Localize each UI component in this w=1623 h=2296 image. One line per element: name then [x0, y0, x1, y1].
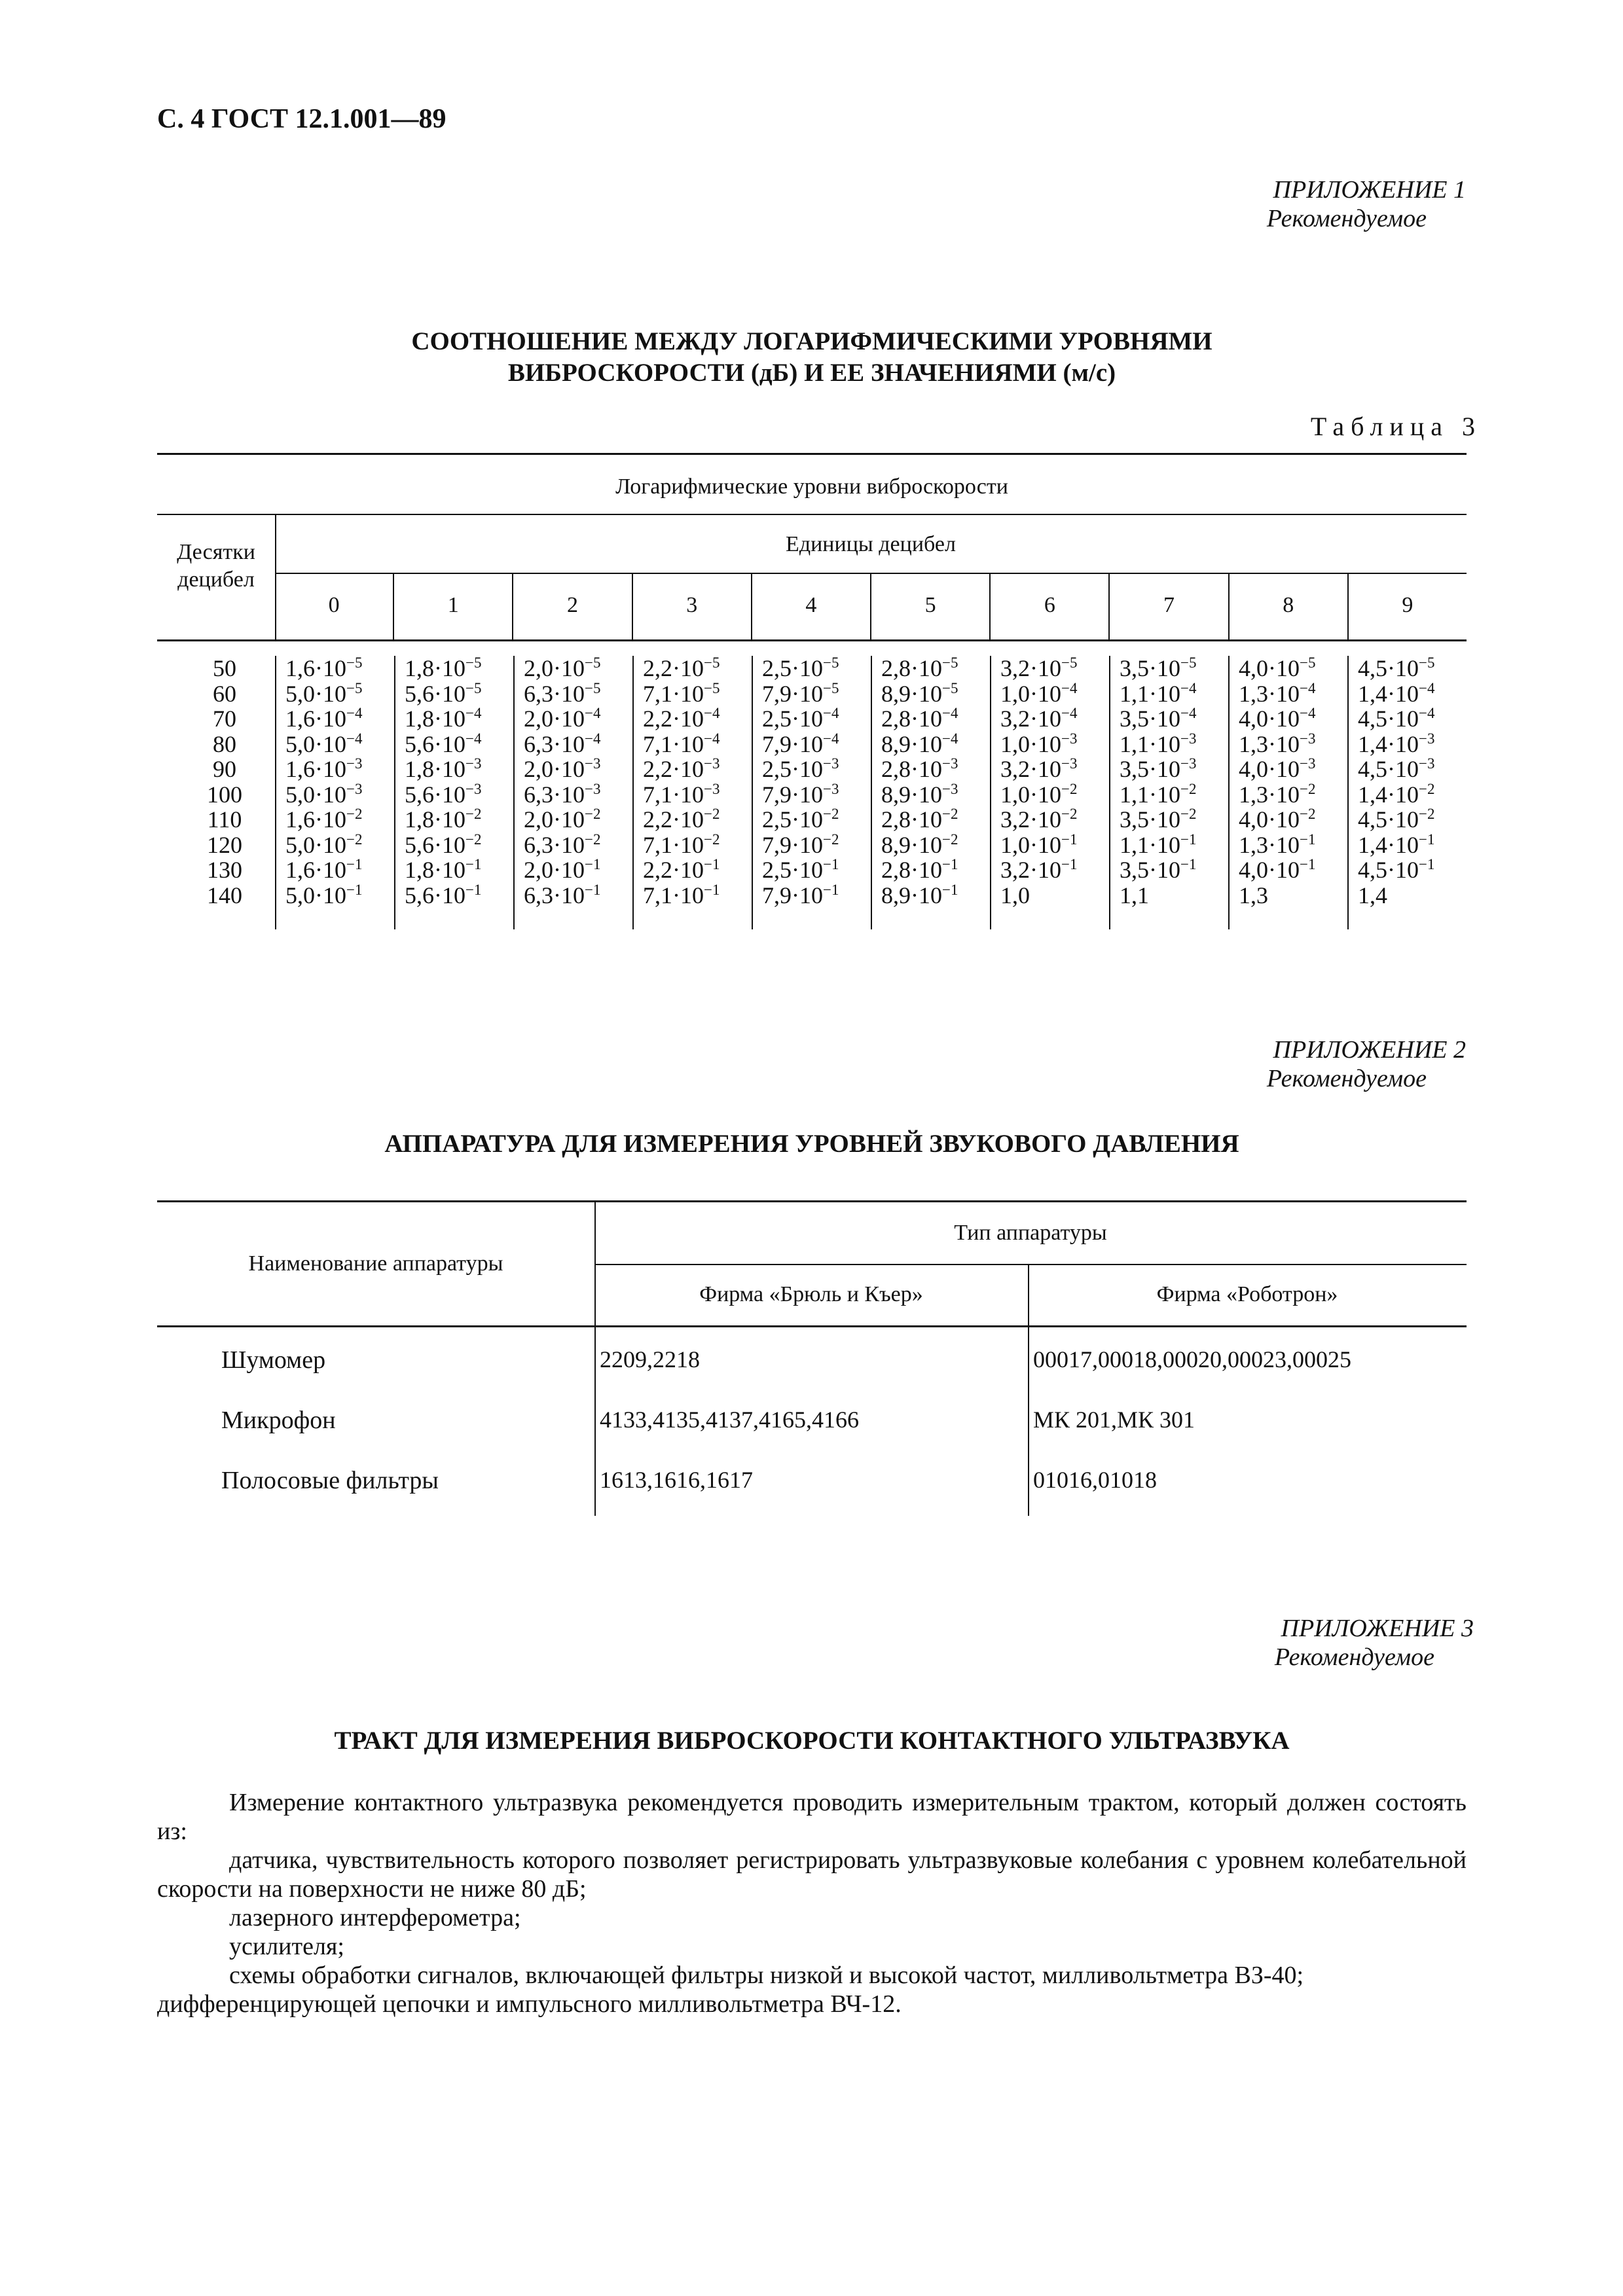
- equipment-table-header: [157, 1200, 1467, 1327]
- table-3-header: [157, 453, 1467, 641]
- velocity-value: 1,3: [1239, 882, 1268, 908]
- velocity-value: $6,3\cdot 10^{-3}$: [524, 780, 601, 808]
- velocity-value: $4,5\cdot 10^{-3}$: [1358, 755, 1435, 782]
- velocity-value: $1,0\cdot 10^{-1}$: [1000, 831, 1078, 858]
- velocity-value: $5,0\cdot 10^{-5}$: [285, 679, 363, 707]
- appendix-3-heading: [1275, 1614, 1474, 1672]
- name-header: Наименование аппаратуры: [248, 1251, 503, 1276]
- appendix-1-title-line2: ВИБРОСКОРОСТИ (дБ) И ЕЕ ЗНАЧЕНИЯМИ (м/с): [507, 359, 1116, 387]
- velocity-value: $7,9\cdot 10^{-3}$: [762, 780, 839, 808]
- velocity-value: 1,4: [1358, 882, 1387, 908]
- table-3: [157, 453, 1467, 929]
- velocity-value: $5,0\cdot 10^{-2}$: [285, 831, 363, 858]
- velocity-value: $3,2\cdot 10^{-5}$: [1000, 655, 1078, 681]
- velocity-value: $2,2\cdot 10^{-3}$: [643, 755, 720, 782]
- velocity-value: $1,8\cdot 10^{-3}$: [405, 755, 482, 782]
- velocity-value: $5,6\cdot 10^{-3}$: [405, 780, 482, 808]
- firm-bruel-header: Фирма «Брюль и Къер»: [699, 1282, 923, 1306]
- bruel-type: 4133,4135,4137,4165,4166: [600, 1407, 859, 1433]
- velocity-value: $4,5\cdot 10^{-5}$: [1358, 655, 1435, 681]
- bruel-type: 1613,1616,1617: [600, 1467, 753, 1493]
- paragraph: лазерного интерферометра;: [229, 1904, 521, 1931]
- value-column: [1228, 656, 1347, 929]
- velocity-value: $5,0\cdot 10^{-3}$: [285, 780, 363, 808]
- velocity-value: $6,3\cdot 10^{-1}$: [524, 881, 601, 908]
- velocity-value: $1,4\cdot 10^{-4}$: [1358, 679, 1435, 707]
- velocity-value: 1,0: [1000, 882, 1030, 908]
- appendix-1-label: ПРИЛОЖЕНИЕ 1: [1273, 176, 1466, 204]
- velocity-value: $1,6\cdot 10^{-1}$: [285, 856, 363, 883]
- velocity-value: $6,3\cdot 10^{-5}$: [524, 679, 601, 707]
- velocity-value: $2,5\cdot 10^{-4}$: [762, 705, 839, 732]
- appendix-1-status: Рекомендуемое: [1266, 205, 1427, 232]
- digit-header: 2: [512, 573, 631, 639]
- tens-value: 70: [213, 706, 236, 732]
- velocity-value: $7,9\cdot 10^{-2}$: [762, 831, 839, 858]
- velocity-value: $4,5\cdot 10^{-4}$: [1358, 705, 1435, 732]
- appendix-3-label: ПРИЛОЖЕНИЕ 3: [1281, 1615, 1474, 1642]
- digit-header: 1: [393, 573, 512, 639]
- velocity-value: $1,6\cdot 10^{-3}$: [285, 755, 363, 782]
- value-column: [1109, 656, 1228, 929]
- velocity-value: $1,3\cdot 10^{-1}$: [1239, 831, 1316, 858]
- appendix-1-heading: [1267, 175, 1466, 233]
- table-3-caption: Логарифмические уровни виброскорости: [615, 475, 1008, 499]
- velocity-value: $1,8\cdot 10^{-4}$: [405, 705, 482, 732]
- velocity-value: $1,4\cdot 10^{-2}$: [1358, 780, 1435, 808]
- velocity-value: $8,9\cdot 10^{-4}$: [881, 730, 958, 757]
- bruel-type: 2209,2218: [600, 1346, 700, 1372]
- velocity-value: $2,0\cdot 10^{-3}$: [524, 755, 601, 782]
- velocity-value: $1,1\cdot 10^{-1}$: [1120, 831, 1197, 858]
- velocity-value: $4,5\cdot 10^{-2}$: [1358, 806, 1435, 833]
- tens-value: 130: [207, 857, 242, 883]
- table-3-body: [157, 641, 1467, 929]
- velocity-value: $4,5\cdot 10^{-1}$: [1358, 856, 1435, 883]
- velocity-value: $7,1\cdot 10^{-1}$: [643, 881, 720, 908]
- velocity-value: $7,1\cdot 10^{-3}$: [643, 780, 720, 808]
- velocity-value: $4,0\cdot 10^{-1}$: [1239, 856, 1316, 883]
- table-row: [157, 1327, 1467, 1388]
- value-column: [990, 656, 1109, 929]
- velocity-value: $3,5\cdot 10^{-3}$: [1120, 755, 1197, 782]
- velocity-value: $1,3\cdot 10^{-4}$: [1239, 679, 1316, 707]
- robotron-type: 01016,01018: [1033, 1467, 1157, 1493]
- velocity-value: $2,0\cdot 10^{-5}$: [524, 655, 601, 681]
- paragraph: датчика, чувствительность которого позволяет регистрировать ультразвуковые колебания с уровнем колебательной скорости на поверхности не ниже 80 дБ;: [157, 1846, 1467, 1903]
- velocity-value: $1,1\cdot 10^{-3}$: [1120, 730, 1197, 757]
- velocity-value: $6,3\cdot 10^{-4}$: [524, 730, 601, 757]
- paragraph: дифференцирующей цепочки и импульсного милливольтметра ВЧ-12.: [157, 1990, 902, 2018]
- velocity-value: $2,5\cdot 10^{-3}$: [762, 755, 839, 782]
- appendix-2-title: АППАРАТУРА ДЛЯ ИЗМЕРЕНИЯ УРОВНЕЙ ЗВУКОВОГО ДАВЛЕНИЯ: [384, 1130, 1239, 1158]
- velocity-value: $2,8\cdot 10^{-3}$: [881, 755, 958, 782]
- velocity-value: $8,9\cdot 10^{-2}$: [881, 831, 958, 858]
- velocity-value: $1,3\cdot 10^{-2}$: [1239, 780, 1316, 808]
- tens-value: 90: [213, 756, 236, 782]
- velocity-value: $2,0\cdot 10^{-1}$: [524, 856, 601, 883]
- value-column: [394, 656, 513, 929]
- velocity-value: $5,6\cdot 10^{-1}$: [405, 881, 482, 908]
- velocity-value: $1,3\cdot 10^{-3}$: [1239, 730, 1316, 757]
- tens-value: 100: [207, 781, 242, 808]
- tens-value: 60: [213, 680, 236, 707]
- velocity-value: $8,9\cdot 10^{-5}$: [881, 679, 958, 707]
- velocity-value: $5,6\cdot 10^{-5}$: [405, 679, 482, 707]
- velocity-value: $5,0\cdot 10^{-1}$: [285, 881, 363, 908]
- table-3-label: Таблица 3: [1310, 412, 1482, 441]
- velocity-value: $3,5\cdot 10^{-4}$: [1120, 705, 1197, 732]
- paragraph: усилителя;: [229, 1933, 344, 1960]
- value-column: [752, 656, 871, 929]
- velocity-value: $2,0\cdot 10^{-4}$: [524, 705, 601, 732]
- velocity-value: $7,9\cdot 10^{-5}$: [762, 679, 839, 707]
- velocity-value: $2,5\cdot 10^{-1}$: [762, 856, 839, 883]
- equipment-table-body: [157, 1327, 1467, 1516]
- velocity-value: $1,0\cdot 10^{-4}$: [1000, 679, 1078, 707]
- appendix-2-label: ПРИЛОЖЕНИЕ 2: [1273, 1036, 1466, 1064]
- velocity-value: $3,2\cdot 10^{-2}$: [1000, 806, 1078, 833]
- tens-value: 50: [213, 655, 236, 681]
- digit-header: 3: [632, 573, 751, 639]
- appendix-3-title: ТРАКТ ДЛЯ ИЗМЕРЕНИЯ ВИБРОСКОРОСТИ КОНТАКТНОГО УЛЬТРАЗВУКА: [334, 1727, 1290, 1755]
- robotron-type: МК 201,МК 301: [1033, 1407, 1195, 1433]
- table-row: [157, 1388, 1467, 1448]
- velocity-value: $7,9\cdot 10^{-1}$: [762, 881, 839, 908]
- appendix-2-heading: [1267, 1035, 1466, 1093]
- page-header: С. 4 ГОСТ 12.1.001—89: [157, 104, 447, 134]
- appendix-1-title: [157, 326, 1467, 389]
- value-column: [871, 656, 990, 929]
- velocity-value: $1,8\cdot 10^{-1}$: [405, 856, 482, 883]
- velocity-value: $1,6\cdot 10^{-4}$: [285, 705, 363, 732]
- digit-header: 7: [1108, 573, 1228, 639]
- velocity-value: $7,9\cdot 10^{-4}$: [762, 730, 839, 757]
- velocity-value: $3,2\cdot 10^{-4}$: [1000, 705, 1078, 732]
- velocity-value: $2,8\cdot 10^{-4}$: [881, 705, 958, 732]
- velocity-value: $7,1\cdot 10^{-4}$: [643, 730, 720, 757]
- velocity-value: $2,2\cdot 10^{-1}$: [643, 856, 720, 883]
- digit-header: 5: [870, 573, 989, 639]
- velocity-value: $1,0\cdot 10^{-2}$: [1000, 780, 1078, 808]
- velocity-value: $2,8\cdot 10^{-5}$: [881, 655, 958, 681]
- equipment-name: Микрофон: [221, 1407, 336, 1434]
- tens-column: [157, 656, 275, 929]
- velocity-value: $2,5\cdot 10^{-2}$: [762, 806, 839, 833]
- velocity-value: $2,2\cdot 10^{-2}$: [643, 806, 720, 833]
- velocity-value: $2,5\cdot 10^{-5}$: [762, 655, 839, 681]
- paragraph: схемы обработки сигналов, включающей фильтры низкой и высокой частот, милливольтметра ВЗ-40;: [229, 1962, 1304, 1989]
- velocity-value: $6,3\cdot 10^{-2}$: [524, 831, 601, 858]
- digits-header-row: [275, 573, 1467, 639]
- velocity-value: 1,1: [1120, 882, 1149, 908]
- paragraph: Измерение контактного ультразвука рекомендуется проводить измерительным трактом, который должен состоять из:: [157, 1789, 1467, 1845]
- table-row: [157, 1448, 1467, 1508]
- robotron-type: 00017,00018,00020,00023,00025: [1033, 1346, 1351, 1372]
- digit-header: 0: [328, 593, 340, 617]
- velocity-value: $1,1\cdot 10^{-4}$: [1120, 679, 1197, 707]
- appendix-3-text: [157, 1788, 1467, 2018]
- appendix-3-status: Рекомендуемое: [1274, 1643, 1434, 1671]
- units-header: Единицы децибел: [786, 532, 956, 556]
- velocity-value: $1,8\cdot 10^{-5}$: [405, 655, 482, 681]
- velocity-value: $5,0\cdot 10^{-4}$: [285, 730, 363, 757]
- velocity-value: $1,4\cdot 10^{-1}$: [1358, 831, 1435, 858]
- velocity-value: $3,5\cdot 10^{-2}$: [1120, 806, 1197, 833]
- velocity-value: $1,4\cdot 10^{-3}$: [1358, 730, 1435, 757]
- equipment-name: Шумомер: [221, 1346, 326, 1374]
- velocity-value: $2,2\cdot 10^{-5}$: [643, 655, 720, 681]
- tens-header: Десятки децибел: [177, 540, 255, 592]
- value-column: [513, 656, 632, 929]
- value-column: [275, 656, 394, 929]
- velocity-value: $1,6\cdot 10^{-5}$: [285, 655, 363, 681]
- equipment-table: [157, 1200, 1467, 1516]
- value-column: [1347, 656, 1467, 929]
- appendix-1-title-line1: СООТНОШЕНИЕ МЕЖДУ ЛОГАРИФМИЧЕСКИМИ УРОВНЯМИ: [411, 327, 1213, 355]
- velocity-value: $3,2\cdot 10^{-1}$: [1000, 856, 1078, 883]
- velocity-value: $1,8\cdot 10^{-2}$: [405, 806, 482, 833]
- velocity-value: $2,8\cdot 10^{-1}$: [881, 856, 958, 883]
- velocity-value: $8,9\cdot 10^{-3}$: [881, 780, 958, 808]
- equipment-name: Полосовые фильтры: [221, 1467, 439, 1494]
- tens-value: 140: [207, 882, 242, 908]
- tens-value: 110: [207, 806, 242, 833]
- value-column: [632, 656, 752, 929]
- velocity-value: $7,1\cdot 10^{-5}$: [643, 679, 720, 707]
- digit-header: 9: [1347, 573, 1467, 639]
- velocity-value: $8,9\cdot 10^{-1}$: [881, 881, 958, 908]
- velocity-value: $1,0\cdot 10^{-3}$: [1000, 730, 1078, 757]
- velocity-value: $5,6\cdot 10^{-4}$: [405, 730, 482, 757]
- velocity-value: $4,0\cdot 10^{-4}$: [1239, 705, 1316, 732]
- digit-header: 4: [751, 573, 870, 639]
- velocity-value: $4,0\cdot 10^{-2}$: [1239, 806, 1316, 833]
- appendix-2-status: Рекомендуемое: [1266, 1065, 1427, 1092]
- velocity-value: $2,0\cdot 10^{-2}$: [524, 806, 601, 833]
- velocity-value: $7,1\cdot 10^{-2}$: [643, 831, 720, 858]
- digit-header: 6: [989, 573, 1108, 639]
- tens-value: 120: [207, 831, 242, 858]
- velocity-value: $2,2\cdot 10^{-4}$: [643, 705, 720, 732]
- type-header: Тип аппаратуры: [954, 1221, 1107, 1245]
- velocity-value: $1,1\cdot 10^{-2}$: [1120, 780, 1197, 808]
- velocity-value: $4,0\cdot 10^{-3}$: [1239, 755, 1316, 782]
- digit-header: 8: [1228, 573, 1347, 639]
- velocity-value: $3,5\cdot 10^{-5}$: [1120, 655, 1197, 681]
- velocity-value: $5,6\cdot 10^{-2}$: [405, 831, 482, 858]
- velocity-value: $3,2\cdot 10^{-3}$: [1000, 755, 1078, 782]
- velocity-value: $2,8\cdot 10^{-2}$: [881, 806, 958, 833]
- firm-robotron-header: Фирма «Роботрон»: [1156, 1282, 1338, 1306]
- velocity-value: $4,0\cdot 10^{-5}$: [1239, 655, 1316, 681]
- tens-value: 80: [213, 730, 236, 757]
- velocity-value: $1,6\cdot 10^{-2}$: [285, 806, 363, 833]
- velocity-value: $3,5\cdot 10^{-1}$: [1120, 856, 1197, 883]
